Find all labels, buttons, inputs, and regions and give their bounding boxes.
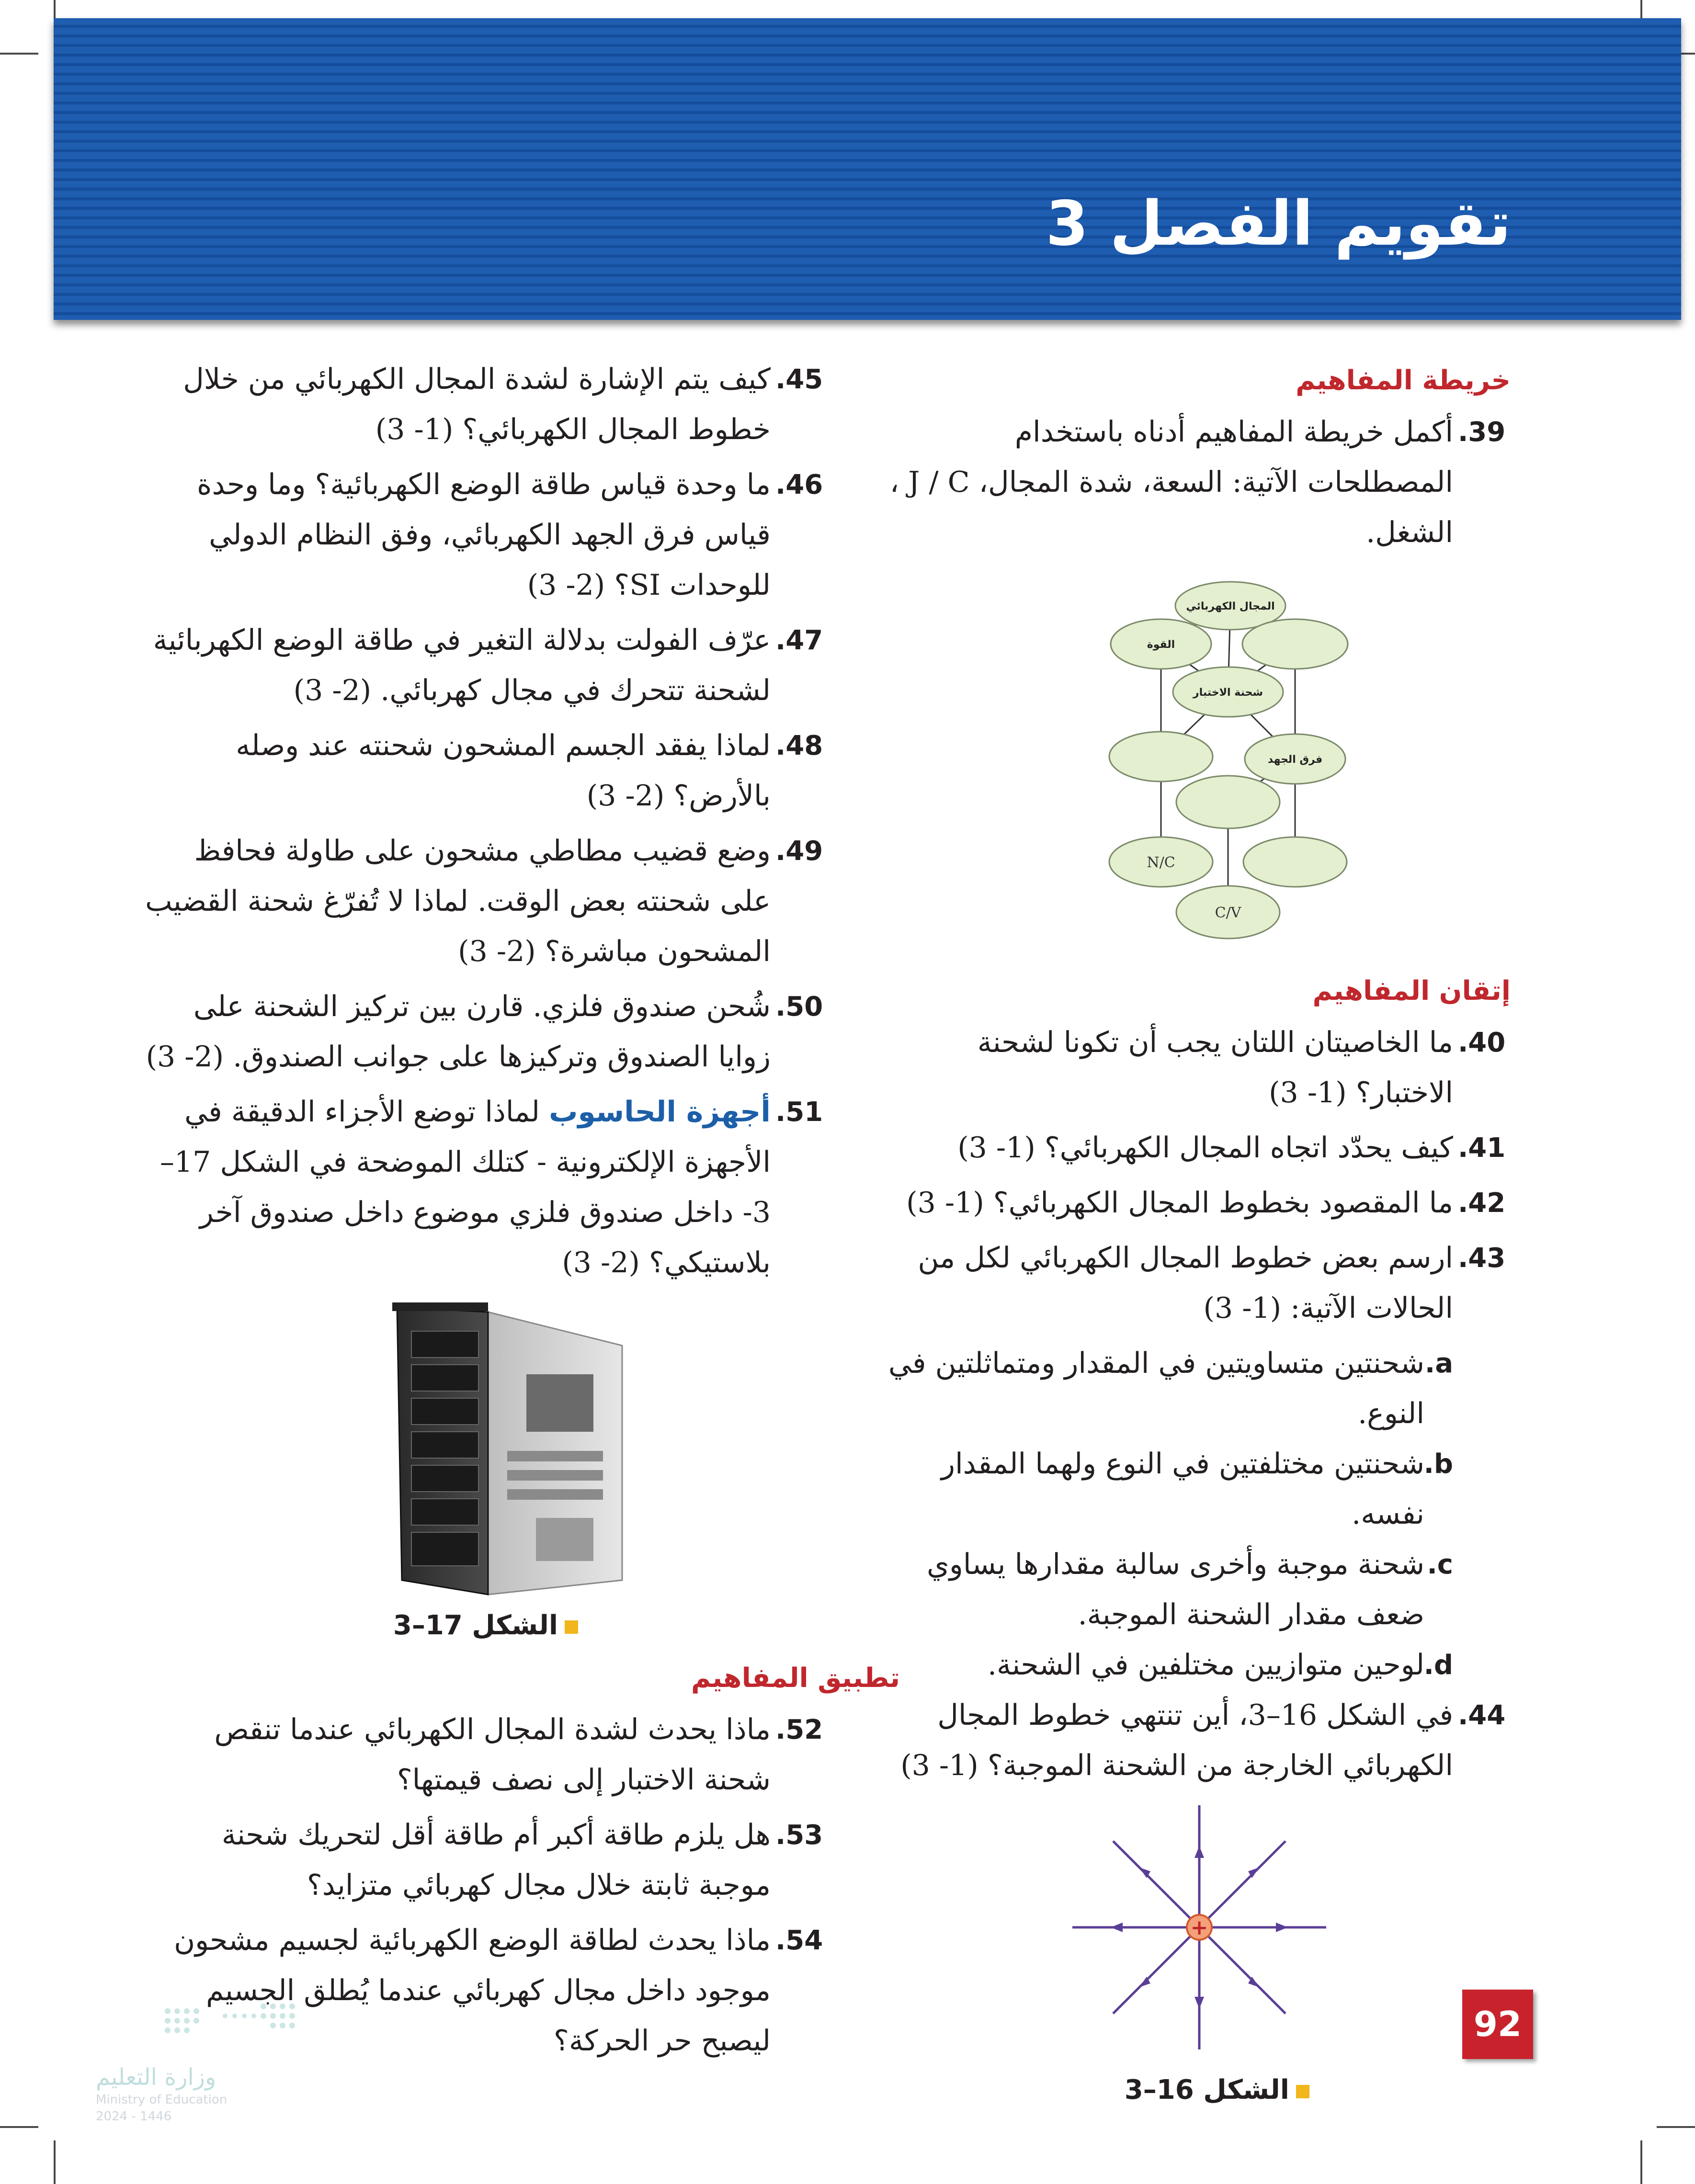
node-label-test-charge: شحنة الاختبار	[1193, 687, 1263, 699]
section-heading-application: تطبيق المفاهيم	[691, 1663, 900, 1694]
crop-mark	[0, 2126, 38, 2128]
question-text: وضع قضيب مطاطي مشحون على طاولة فحافظ على شحنته بعض الوقت. لماذا لا تُفرّغ شحنة القضيب المشحون مباشرة؟ (2- 3)	[145, 834, 771, 968]
question-text: ماذا يحدث لطاقة الوضع الكهربائية لجسيم مشحون موجود داخل مجال كهربائي عندما يُطلق الجسيم ليصبح حر الحركة؟	[174, 1924, 771, 2058]
question-text: لماذا يفقد الجسم المشحون شحنته عند وصله بالأرض؟ (2- 3)	[236, 729, 771, 813]
part-text: لوحين متوازيين مختلفين في الشحنة.	[987, 1648, 1424, 1682]
question-number: 47.	[775, 625, 823, 656]
question-44	[874, 1690, 1511, 1791]
node-blank-1	[1242, 619, 1348, 669]
question-text: كيف يحدّد اتجاه المجال الكهربائي؟ (1- 3)	[957, 1131, 1453, 1165]
question-48	[143, 721, 828, 821]
question-text: كيف يتم الإشارة لشدة المجال الكهربائي من خلال خطوط المجال الكهربائي؟ (1- 3)	[183, 362, 771, 446]
node-label-force: القوة	[1147, 639, 1175, 651]
concept-map	[874, 563, 1511, 955]
positive-charge-symbol: +	[1190, 1915, 1208, 1940]
part-label: a.	[1424, 1348, 1453, 1379]
figure-3-17	[143, 1293, 828, 1599]
question-number: 42.	[1458, 1188, 1506, 1219]
question-number: 53.	[775, 1820, 823, 1851]
question-text: ماذا يحدث لشدة المجال الكهربائي عندما تنقص شحنة الاختبار إلى نصف قيمتها؟	[214, 1713, 771, 1797]
left-column	[143, 354, 900, 2071]
question-text: عرّف الفولت بدلالة التغير في طاقة الوضع الكهربائية لشحنة تتحرك في مجال كهربائي. (2- 3)	[153, 623, 771, 707]
crop-mark	[0, 53, 38, 55]
question-41	[874, 1123, 1511, 1173]
node-label-nc: N/C	[1147, 854, 1175, 871]
chapter-number: 3	[1046, 188, 1089, 260]
question-43-part-a	[874, 1338, 1511, 1439]
node-label-potential-difference: فرق الجهد	[1267, 754, 1323, 766]
question-number: 54.	[775, 1925, 823, 1956]
ministry-watermark	[86, 1982, 316, 2126]
node-blank-3	[1176, 776, 1280, 828]
question-text: شُحن صندوق فلزي. قارن بين تركيز الشحنة على زوايا الصندوق وتركيزها على جوانب الصندوق. (2- 3)	[146, 990, 771, 1074]
concept-map-diagram	[874, 563, 1511, 955]
part-label: b.	[1423, 1448, 1453, 1480]
question-text: في الشكل 16–3، أين تنتهي خطوط المجال الكهربائي الخارجة من الشحنة الموجبة؟ (1- 3)	[900, 1698, 1453, 1782]
question-text: ما وحدة قياس طاقة الوضع الكهربائية؟ وما وحدة قياس فرق الجهد الكهربائي، وفق النظام الدولي للوحدات SI؟ (2- 3)	[197, 468, 771, 602]
question-49	[143, 826, 828, 977]
question-number: 44.	[1458, 1700, 1506, 1731]
title-text: تقويم الفصل	[1110, 188, 1511, 260]
question-46	[143, 460, 828, 611]
figure-3-16	[874, 1796, 1511, 2064]
chapter-banner	[54, 18, 1681, 320]
caption-text: الشكل 16–3	[1124, 2074, 1289, 2105]
figure-caption-3-17	[143, 1599, 828, 1652]
question-42	[874, 1178, 1511, 1228]
question-43-part-b	[874, 1439, 1511, 1539]
ministry-name-english: Ministry of Education	[96, 2093, 228, 2107]
question-39	[874, 407, 1511, 558]
right-column	[874, 354, 1511, 2116]
question-number: 49.	[775, 836, 823, 867]
section-heading-mastery: إتقان المفاهيم	[1312, 975, 1511, 1007]
question-52	[143, 1705, 828, 1805]
question-45	[143, 354, 828, 455]
question-43	[874, 1233, 1511, 1334]
question-number: 39.	[1458, 417, 1506, 448]
crop-mark	[54, 0, 56, 19]
node-label-electric-field: المجال الكهربائي	[1186, 600, 1275, 612]
computer-case-image	[143, 1293, 828, 1599]
caption-marker	[565, 1620, 578, 1634]
question-number: 46.	[775, 469, 823, 500]
question-number: 52.	[775, 1714, 823, 1745]
question-51	[143, 1087, 828, 1288]
question-number: 50.	[775, 991, 823, 1022]
question-number: 40.	[1458, 1027, 1506, 1058]
question-text: لماذا توضع الأجزاء الدقيقة في الأجهزة الإلكترونية - كتلك الموضحة في الشكل 17–3- داخل صندوق فلزي موضوع داخل صندوق آخر بلاستيكي؟ (2- 3)	[159, 1095, 771, 1279]
node-label-cv: C/V	[1215, 905, 1241, 921]
part-text: شحنتين مختلفتين في النوع ولهما المقدار نفسه.	[941, 1447, 1424, 1531]
question-number: 51.	[775, 1097, 823, 1128]
question-43-part-d	[874, 1640, 1511, 1690]
page-number: 92	[1462, 1990, 1533, 2059]
part-text: شحنة موجبة وأخرى سالبة مقدارها يساوي ضعف مقدار الشحنة الموجبة.	[926, 1548, 1424, 1631]
question-text: أكمل خريطة المفاهيم أدناه باستخدام المصطلحات الآتية: السعة، شدة المجال، J / C ، الشغل.	[889, 415, 1453, 549]
section-heading-concept-map: خريطة المفاهيم	[1296, 365, 1511, 396]
question-50	[143, 982, 828, 1082]
caption-text: الشكل 17–3	[393, 1610, 558, 1641]
node-blank-2	[1109, 732, 1213, 781]
crop-mark	[1640, 2140, 1642, 2184]
page-title	[1046, 188, 1512, 260]
question-53	[143, 1810, 828, 1911]
question-number: 41.	[1458, 1132, 1506, 1164]
ministry-name-arabic: وزارة التعليم	[96, 2064, 216, 2091]
electric-field-lines-diagram	[874, 1796, 1511, 2064]
part-label: c.	[1427, 1549, 1453, 1580]
ministry-year: 2024 - 1446	[96, 2109, 172, 2124]
node-blank-4	[1243, 837, 1347, 887]
keyword-computers: أجهزة الحاسوب	[549, 1095, 771, 1129]
question-40	[874, 1018, 1511, 1118]
figure-caption-3-16	[874, 2064, 1511, 2116]
ministry-logo-dots	[158, 1982, 311, 2054]
caption-marker	[1296, 2085, 1309, 2098]
part-label: d.	[1423, 1650, 1453, 1681]
part-text: شحنتين متساويتين في المقدار ومتماثلتين في النوع.	[888, 1347, 1424, 1430]
question-text: هل يلزم طاقة أكبر أم طاقة أقل لتحريك شحنة موجبة ثابتة خلال مجال كهربائي متزايد؟	[221, 1818, 771, 1902]
question-number: 43.	[1458, 1243, 1506, 1274]
question-text: ارسم بعض خطوط المجال الكهربائي لكل من الحالات الآتية: (1- 3)	[918, 1241, 1453, 1325]
crop-mark	[54, 2140, 56, 2184]
question-43-part-c	[874, 1539, 1511, 1640]
question-number: 48.	[775, 730, 823, 761]
question-text: ما المقصود بخطوط المجال الكهربائي؟ (1- 3)	[906, 1186, 1453, 1220]
question-number: 45.	[775, 364, 823, 395]
crop-mark	[1657, 2126, 1695, 2128]
question-47	[143, 615, 828, 716]
question-text: ما الخاصيتان اللتان يجب أن تكونا لشحنة الاختبار؟ (1- 3)	[977, 1026, 1453, 1109]
